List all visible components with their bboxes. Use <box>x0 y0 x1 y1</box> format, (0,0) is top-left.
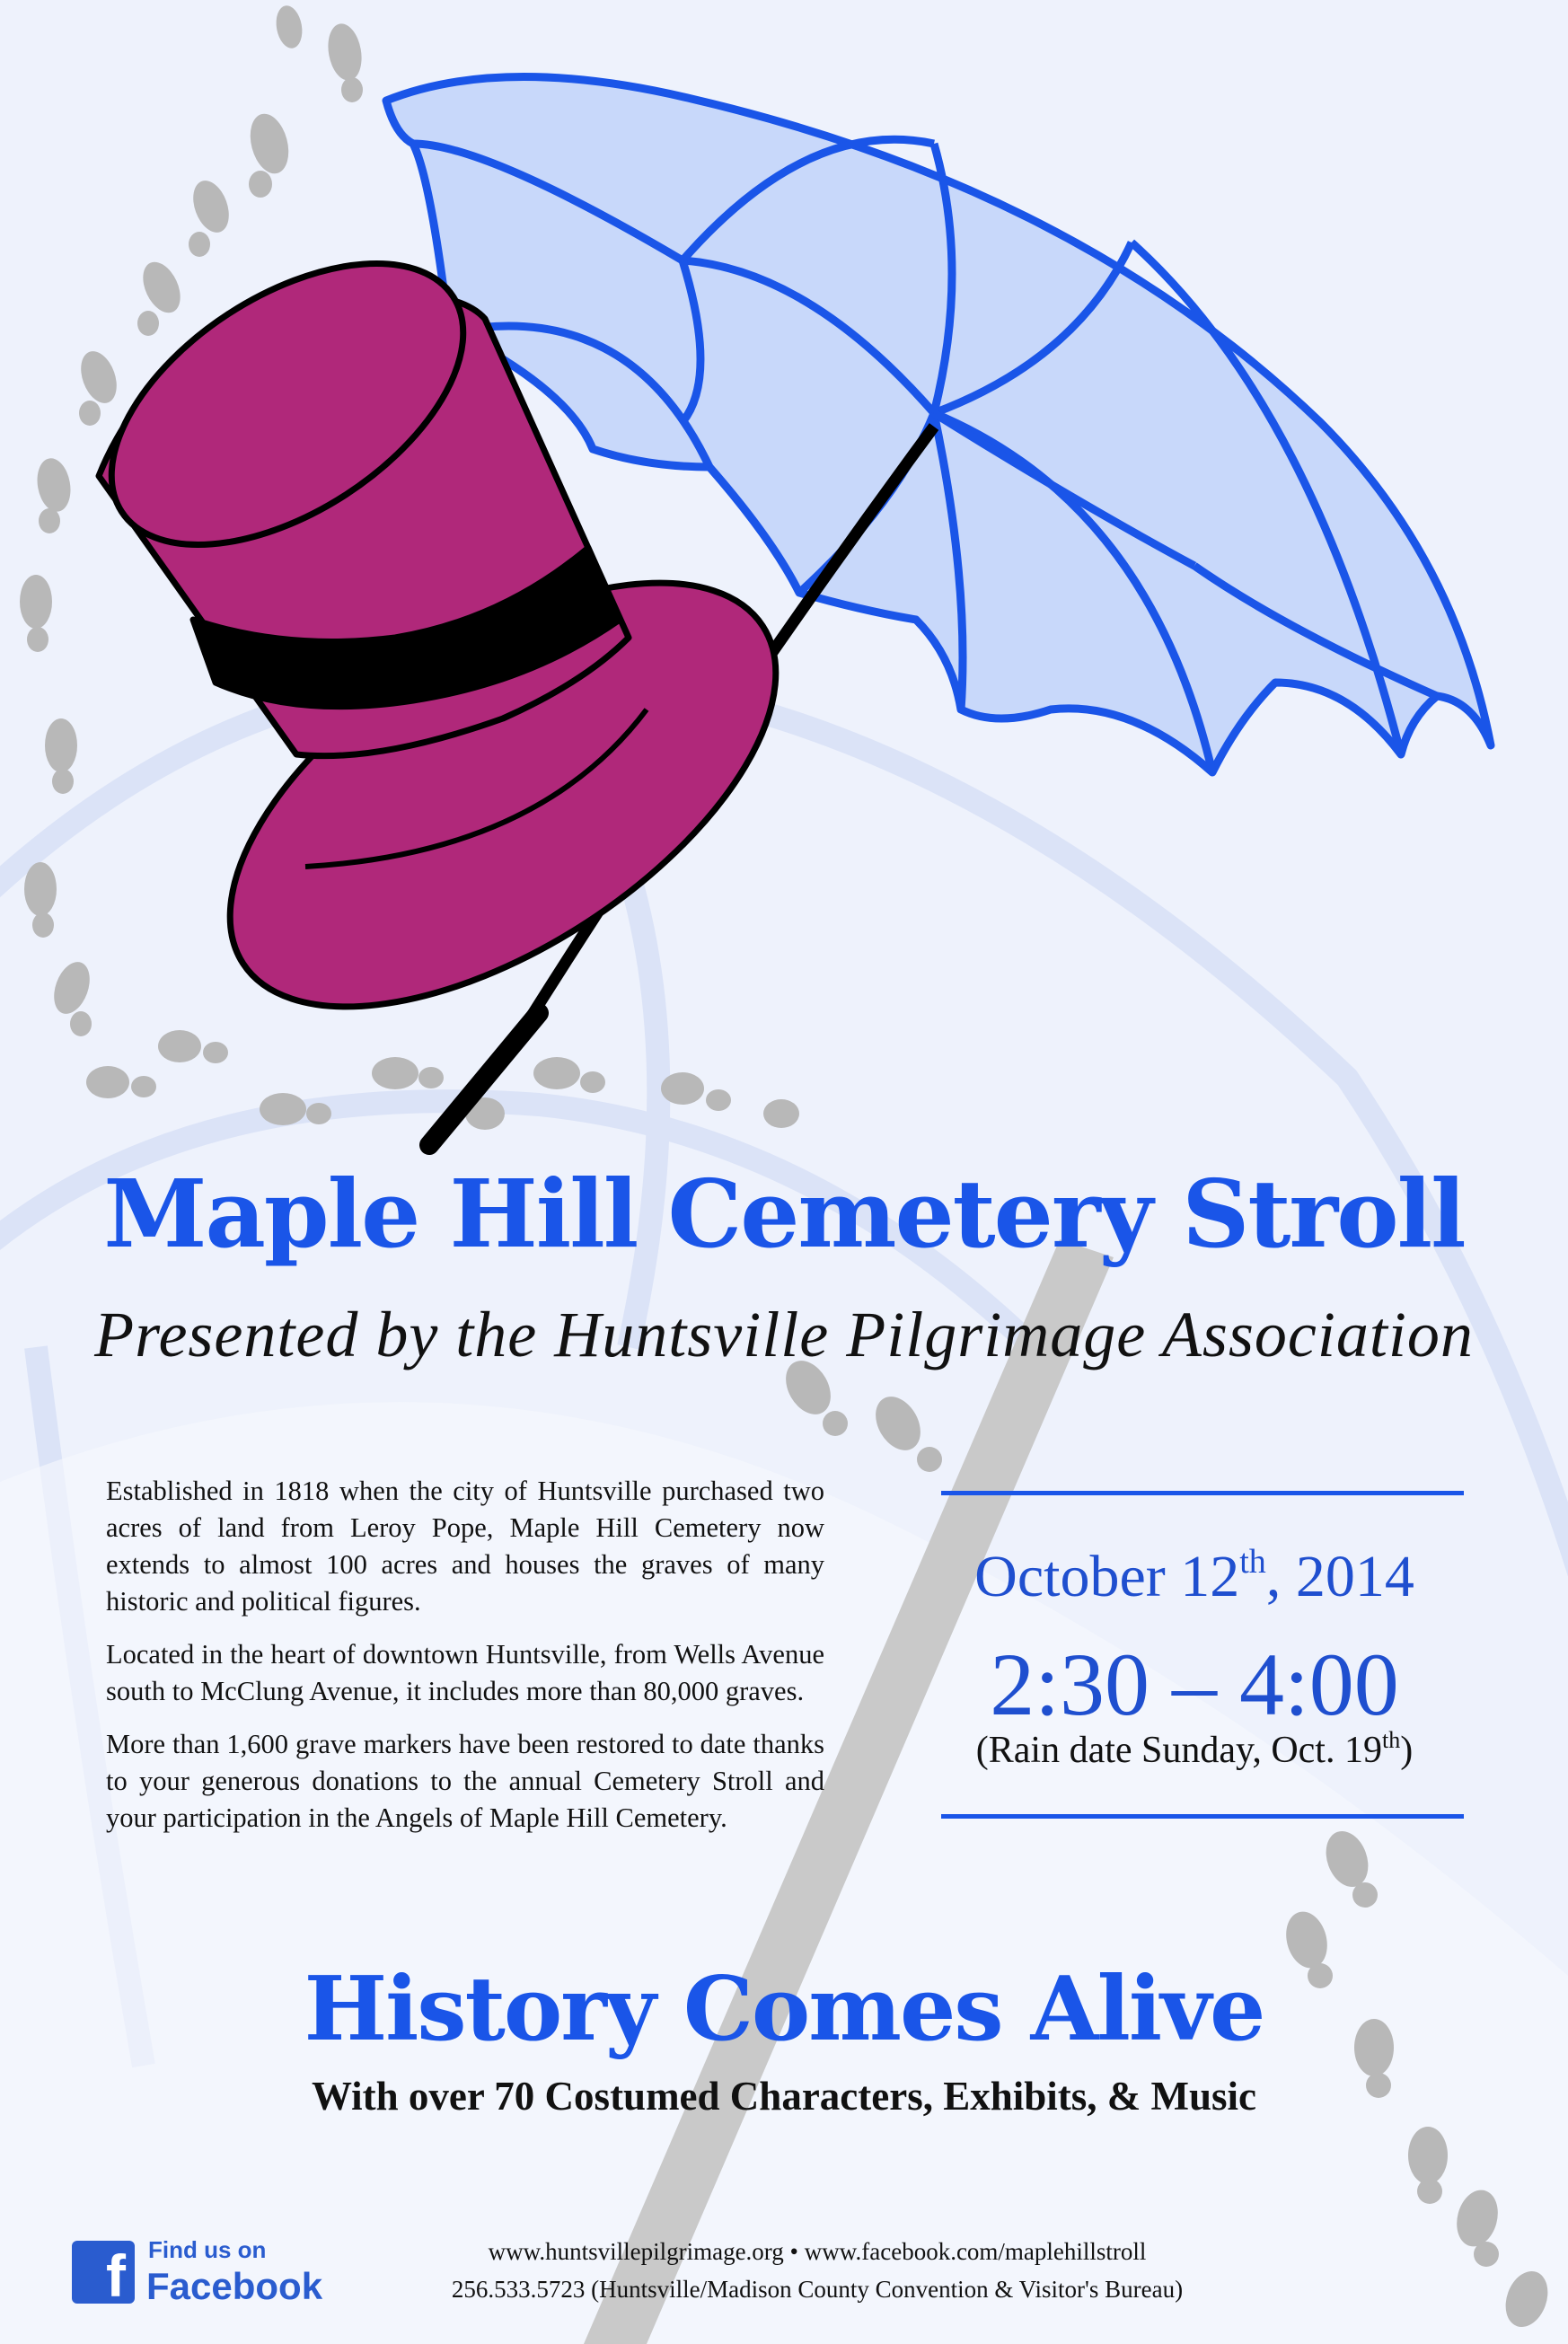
event-time: 2:30 – 4:00 <box>990 1635 1399 1734</box>
description-paragraph: Located in the heart of downtown Huntsville, from Wells Avenue south to McClung Avenue, it includes more than 80,000 graves. <box>106 1639 824 1706</box>
tagline: History Comes Alive <box>304 1958 1264 2061</box>
facebook-link[interactable]: Facebook <box>146 2265 323 2307</box>
tagline-subtext: With over 70 Costumed Characters, Exhibits, & Music <box>311 2074 1257 2119</box>
footer-links[interactable]: www.huntsvillepilgrimage.org • www.facebook.com/maplehillstroll <box>488 2238 1147 2265</box>
facebook-icon[interactable]: f <box>72 2241 135 2304</box>
description-paragraph: More than 1,600 grave markers have been restored to date thanks to your generous donations to the annual Cemetery Stroll and your participation in the Angels of Maple Hill Cemetery. <box>106 1729 824 1833</box>
event-date: October 12th, 2014 <box>974 1543 1414 1609</box>
date-top-rule <box>941 1491 1464 1495</box>
description-text <box>106 1473 824 1853</box>
facebook-find-label[interactable]: Find us on <box>148 2236 267 2263</box>
description-paragraph: Established in 1818 when the city of Huntsville purchased two acres of land from Leroy Pope, Maple Hill Cemetery now extends to almost 100 acres and houses the graves of many historic and political figures. <box>106 1476 824 1617</box>
footer-phone: 256.533.5723 (Huntsville/Madison County Convention & Visitor's Bureau) <box>451 2276 1184 2303</box>
poster-subtitle: Presented by the Huntsville Pilgrimage Association <box>94 1299 1474 1370</box>
rain-date: (Rain date Sunday, Oct. 19th) <box>975 1727 1414 1771</box>
date-bottom-rule <box>941 1814 1464 1819</box>
poster-title: Maple Hill Cemetery Stroll <box>103 1159 1465 1269</box>
